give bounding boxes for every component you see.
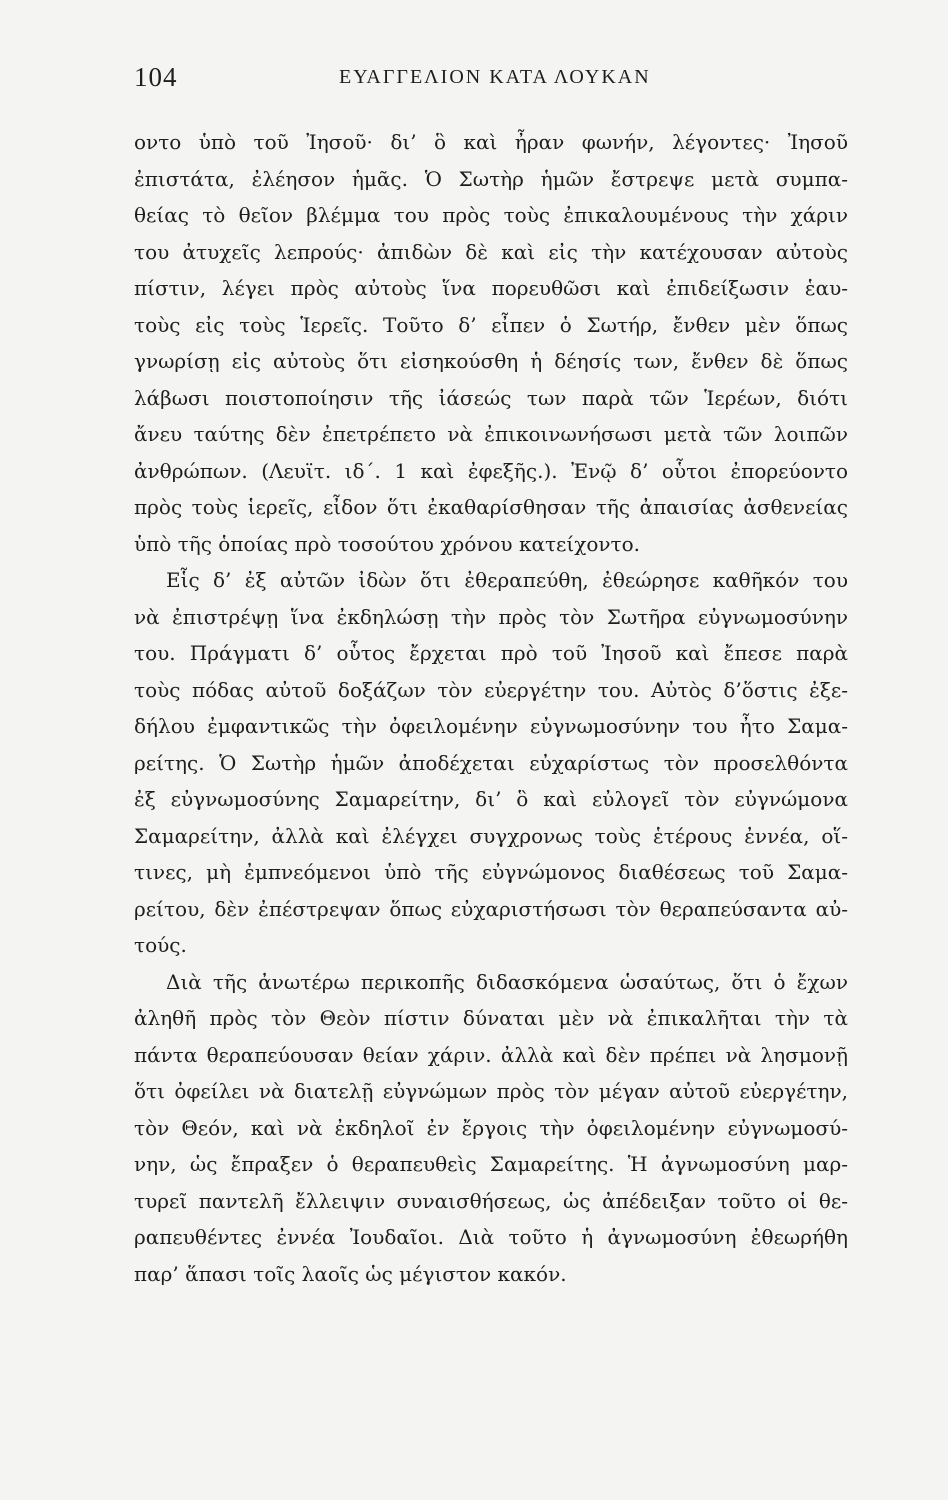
text-line: ἀνθρώπων. (Λευϊτ. ιδ΄. 1 καὶ ἐφεξῆς.). Ἐνῷ δ’ οὗτοι ἐπορεύοντο — [134, 458, 848, 483]
text-line: ἐπιστάτα, ἐλέησον ἡμᾶς. Ὁ Σωτὴρ ἡμῶν ἔστρεψε μετὰ συμπα- — [134, 166, 848, 191]
text-line: Εἷς δ’ ἐξ αὐτῶν ἰδὼν ὅτι ἐθεραπεύθη, ἐθεώρησε καθῆκόν του — [166, 568, 848, 592]
text-line: οντο ὑπὸ τοῦ Ἰησοῦ· δι’ ὃ καὶ ἦραν φωνήν, λέγοντες· Ἰησοῦ — [134, 130, 848, 154]
text-line: θείας τὸ θεῖον βλέμμα του πρὸς τοὺς ἐπικαλουμένους τὴν χάριν — [134, 203, 848, 227]
text-line: πίστιν, λέγει πρὸς αὐτοὺς ἵνα πορευθῶσι καὶ ἐπιδείξωσιν ἑαυ- — [134, 276, 848, 300]
text-line: δήλου ἐμφαντικῶς τὴν ὀφειλομένην εὐγνωμοσύνην του ἦτο Σαμα- — [134, 714, 848, 738]
text-line: ρείτου, δὲν ἐπέστρεψαν ὅπως εὐχαριστήσωσι τὸν θεραπεύσαντα αὐ- — [134, 896, 848, 921]
text-line: πάντα θεραπεύουσαν θείαν χάριν. ἀλλὰ καὶ δὲν πρέπει νὰ λησμονῇ — [134, 1042, 848, 1067]
text-line: πρὸς τοὺς ἱερεῖς, εἶδον ὅτι ἐκαθαρίσθησαν τῆς ἀπαισίας ἀσθενείας — [134, 495, 848, 519]
text-line: τὸν Θεόν, καὶ νὰ ἐκδηλοῖ ἐν ἔργοις τὴν ὀφειλομένην εὐγνωμοσύ- — [134, 1115, 848, 1140]
text-line: ὅτι ὀφείλει νὰ διατελῇ εὐγνώμων πρὸς τὸν μέγαν αὐτοῦ εὐεργέτην, — [134, 1079, 848, 1103]
running-title: ΕΥΑΓΓΕΛΙΟΝ ΚΑΤΑ ΛΟΥΚΑΝ — [339, 66, 651, 88]
body-text — [134, 124, 848, 1292]
text-line: τινες, μὴ ἐμπνεόμενοι ὑπὸ τῆς εὐγνώμονος διαθέσεως τοῦ Σαμα- — [134, 860, 848, 884]
text-line: ἀληθῆ πρὸς τὸν Θεὸν πίστιν δύναται μὲν νὰ ἐπικαλῆται τὴν τὰ — [134, 1006, 848, 1030]
text-line: γνωρίσῃ εἰς αὐτοὺς ὅτι εἰσηκούσθη ἡ δέησίς των, ἔνθεν δὲ ὅπως — [134, 349, 848, 373]
text-line: ἄνευ ταύτης δὲν ἐπετρέπετο νὰ ἐπικοινωνήσωσι μετὰ τῶν λοιπῶν — [134, 422, 848, 446]
text-line: ἐξ εὐγνωμοσύνης Σαμαρείτην, δι’ ὃ καὶ εὐλογεῖ τὸν εὐγνώμονα — [134, 787, 848, 811]
text-line: λάβωσι ποιστοποίησιν τῆς ἰάσεώς των παρὰ τῶν Ἱερέων, διότι — [134, 385, 848, 410]
text-line: νην, ὡς ἔπραξεν ὁ θεραπευθεὶς Σαμαρείτης. Ἡ ἀγνωμοσύνη μαρ- — [134, 1152, 848, 1176]
text-line: του. Πράγματι δ’ οὗτος ἔρχεται πρὸ τοῦ Ἰησοῦ καὶ ἔπεσε παρὰ — [134, 641, 848, 665]
text-line: παρ’ ἅπασι τοῖς λαοῖς ὡς μέγιστον κακόν. — [134, 1261, 567, 1286]
text-line: Διὰ τῆς ἀνωτέρω περικοπῆς διδασκόμενα ὡσαύτως, ὅτι ὁ ἔχων — [166, 969, 848, 994]
text-line: νὰ ἐπιστρέψῃ ἵνα ἐκδηλώσῃ τὴν πρὸς τὸν Σωτῆρα εὐγνωμοσύνην — [134, 604, 848, 629]
text-line: ραπευθέντες ἐννέα Ἰουδαῖοι. Διὰ τοῦτο ἡ ἀγνωμοσύνη ἐθεωρήθη — [134, 1225, 848, 1249]
text-line: τυρεῖ παντελῆ ἔλλειψιν συναισθήσεως, ὡς ἀπέδειξαν τοῦτο οἱ θε- — [134, 1188, 848, 1213]
text-line: ὑπὸ τῆς ὁποίας πρὸ τοσούτου χρόνου κατείχοντο. — [134, 531, 641, 556]
page-number: 104 — [134, 62, 178, 92]
text-line: τούς. — [134, 933, 187, 957]
text-line: τοὺς εἰς τοὺς Ἱερεῖς. Τοῦτο δ’ εἶπεν ὁ Σωτήρ, ἔνθεν μὲν ὅπως — [134, 312, 848, 337]
text-line: τοὺς πόδας αὐτοῦ δοξάζων τὸν εὐεργέτην του. Αὐτὸς δ’ὅστις ἐξε- — [134, 677, 848, 702]
text-line: του ἀτυχεῖς λεπρούς· ἀπιδὼν δὲ καὶ εἰς τὴν κατέχουσαν αὐτοὺς — [134, 239, 848, 264]
page-header — [134, 62, 846, 102]
text-line: ρείτης. Ὁ Σωτὴρ ἡμῶν ἀποδέχεται εὐχαρίστως τὸν προσελθόντα — [134, 750, 848, 775]
text-line: Σαμαρείτην, ἀλλὰ καὶ ἐλέγχει συγχρονως τοὺς ἑτέρους ἐννέα, οἵ- — [134, 823, 848, 848]
